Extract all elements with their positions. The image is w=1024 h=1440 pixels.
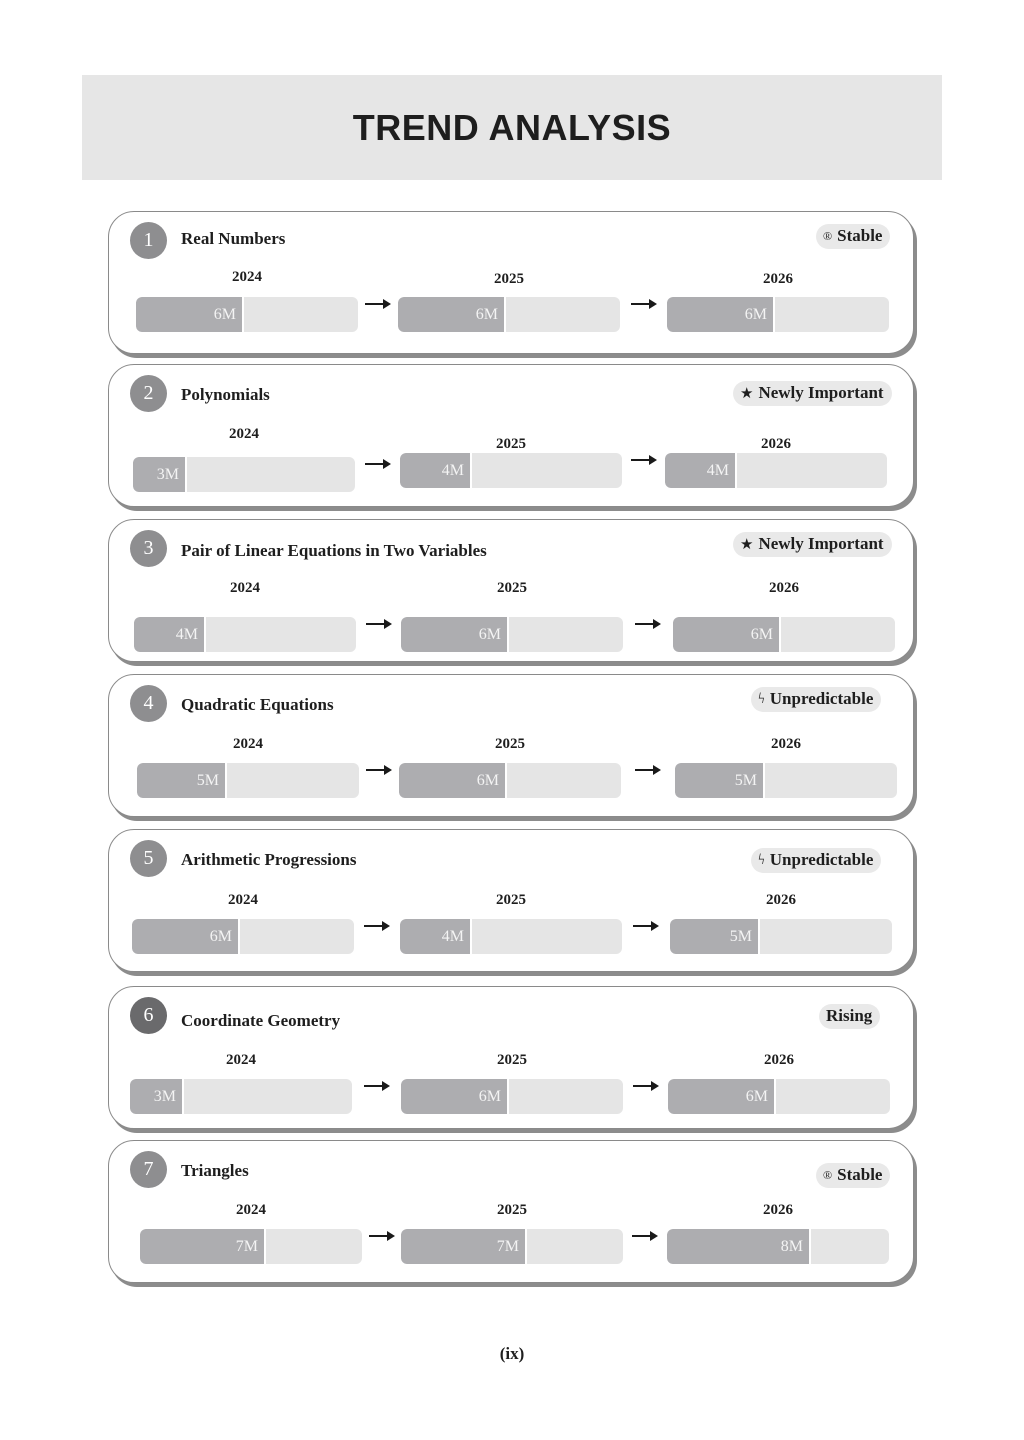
year-label: 2024	[232, 269, 262, 285]
marks-bar-fill: 6M	[401, 617, 509, 652]
marks-bar	[401, 1079, 623, 1114]
marks-bar	[673, 617, 895, 652]
topic-number-badge: 4	[130, 685, 167, 722]
lightning-icon: ϟ	[758, 690, 765, 707]
topic-card	[108, 986, 914, 1129]
topic-card	[108, 519, 914, 662]
marks-bar	[140, 1229, 362, 1264]
trend-label: Unpredictable	[769, 850, 874, 869]
arrow-right-icon	[364, 921, 390, 931]
year-label: 2026	[766, 892, 796, 908]
marks-bar	[137, 763, 359, 798]
marks-bar-fill: 4M	[400, 453, 472, 488]
marks-bar-fill: 7M	[401, 1229, 527, 1264]
trend-label: Stable	[837, 226, 883, 245]
marks-bar	[399, 763, 621, 798]
trend-badge	[819, 1004, 880, 1029]
arrow-right-icon	[633, 921, 659, 931]
year-label: 2025	[496, 892, 526, 908]
marks-bar	[134, 617, 356, 652]
topic-card	[108, 674, 914, 817]
marks-bar	[675, 763, 897, 798]
lightning-icon: ϟ	[758, 851, 765, 868]
trend-badge	[816, 1163, 890, 1188]
registered-icon: ®	[823, 1167, 833, 1182]
marks-bar	[401, 1229, 623, 1264]
year-label: 2026	[764, 1052, 794, 1068]
marks-bar-fill: 6M	[401, 1079, 509, 1114]
topic-name: Real Numbers	[181, 229, 286, 248]
marks-bar	[401, 617, 623, 652]
marks-bar	[130, 1079, 352, 1114]
topic-card	[108, 1140, 914, 1283]
trend-label: Newly Important	[758, 383, 884, 402]
arrow-right-icon	[632, 1231, 658, 1241]
marks-bar	[665, 453, 887, 488]
star-icon: ★	[740, 536, 754, 553]
year-label: 2024	[230, 580, 260, 596]
topic-name: Pair of Linear Equations in Two Variables	[181, 541, 487, 560]
year-label: 2026	[761, 436, 791, 452]
marks-bar-fill: 6M	[667, 297, 775, 332]
topic-name: Quadratic Equations	[181, 695, 334, 714]
year-label: 2024	[233, 736, 263, 752]
marks-bar	[133, 457, 355, 492]
topic-name: Coordinate Geometry	[181, 1011, 341, 1030]
marks-bar-fill: 6M	[673, 617, 781, 652]
marks-bar-fill: 6M	[668, 1079, 776, 1114]
year-label: 2024	[229, 426, 259, 442]
marks-bar	[667, 1229, 889, 1264]
marks-bar-fill: 8M	[667, 1229, 811, 1264]
trend-label: Stable	[837, 1165, 883, 1184]
year-label: 2025	[497, 1202, 527, 1218]
marks-bar-fill: 5M	[675, 763, 765, 798]
trend-label: Unpredictable	[769, 689, 874, 708]
arrow-right-icon	[631, 455, 657, 465]
arrow-right-icon	[366, 619, 392, 629]
trend-badge	[751, 848, 881, 873]
marks-bar	[400, 453, 622, 488]
arrow-right-icon	[366, 765, 392, 775]
year-label: 2024	[228, 892, 258, 908]
year-label: 2026	[771, 736, 801, 752]
topic-card	[108, 364, 914, 507]
page-title: TREND ANALYSIS	[352, 106, 672, 148]
marks-bar	[670, 919, 892, 954]
marks-bar-fill: 6M	[399, 763, 507, 798]
marks-bar-fill: 4M	[400, 919, 472, 954]
marks-bar-fill: 3M	[133, 457, 187, 492]
year-label: 2025	[495, 736, 525, 752]
topic-number-badge: 6	[130, 997, 167, 1034]
topic-name: Polynomials	[181, 385, 270, 404]
marks-bar-fill: 6M	[398, 297, 506, 332]
trend-label: Newly Important	[758, 534, 884, 553]
topic-number-badge: 5	[130, 840, 167, 877]
trend-badge	[733, 381, 892, 406]
year-label: 2025	[496, 436, 526, 452]
marks-bar	[667, 297, 889, 332]
marks-bar-fill: 5M	[670, 919, 760, 954]
arrow-right-icon	[633, 1081, 659, 1091]
year-label: 2026	[769, 580, 799, 596]
trend-badge	[733, 532, 892, 557]
marks-bar-fill: 3M	[130, 1079, 184, 1114]
arrow-right-icon	[364, 1081, 390, 1091]
arrow-right-icon	[635, 619, 661, 629]
marks-bar-fill: 7M	[140, 1229, 266, 1264]
arrow-right-icon	[631, 299, 657, 309]
year-label: 2025	[497, 580, 527, 596]
topic-number-badge: 2	[130, 375, 167, 412]
marks-bar	[132, 919, 354, 954]
year-label: 2025	[494, 271, 524, 287]
marks-bar-fill: 6M	[132, 919, 240, 954]
marks-bar-fill: 4M	[134, 617, 206, 652]
trend-badge	[751, 687, 881, 712]
arrow-right-icon	[635, 765, 661, 775]
marks-bar	[668, 1079, 890, 1114]
page-number: (ix)	[499, 1344, 525, 1363]
year-label: 2025	[497, 1052, 527, 1068]
marks-bar-fill: 4M	[665, 453, 737, 488]
trend-label: Rising	[826, 1006, 873, 1025]
topic-number-badge: 3	[130, 530, 167, 567]
topic-card	[108, 211, 914, 354]
topic-name: Arithmetic Progressions	[181, 850, 357, 869]
star-icon: ★	[740, 385, 754, 402]
arrow-right-icon	[365, 299, 391, 309]
registered-icon: ®	[823, 228, 833, 243]
year-label: 2024	[236, 1202, 266, 1218]
year-label: 2024	[226, 1052, 256, 1068]
topic-number-badge: 1	[130, 222, 167, 259]
topic-number-badge: 7	[130, 1151, 167, 1188]
marks-bar-fill: 5M	[137, 763, 227, 798]
topic-name: Triangles	[181, 1161, 249, 1180]
arrow-right-icon	[369, 1231, 395, 1241]
year-label: 2026	[763, 1202, 793, 1218]
marks-bar	[398, 297, 620, 332]
trend-badge	[816, 224, 890, 249]
topic-card	[108, 829, 914, 972]
arrow-right-icon	[365, 459, 391, 469]
marks-bar-fill: 6M	[136, 297, 244, 332]
marks-bar	[400, 919, 622, 954]
title-banner	[82, 75, 942, 180]
year-label: 2026	[763, 271, 793, 287]
marks-bar	[136, 297, 358, 332]
